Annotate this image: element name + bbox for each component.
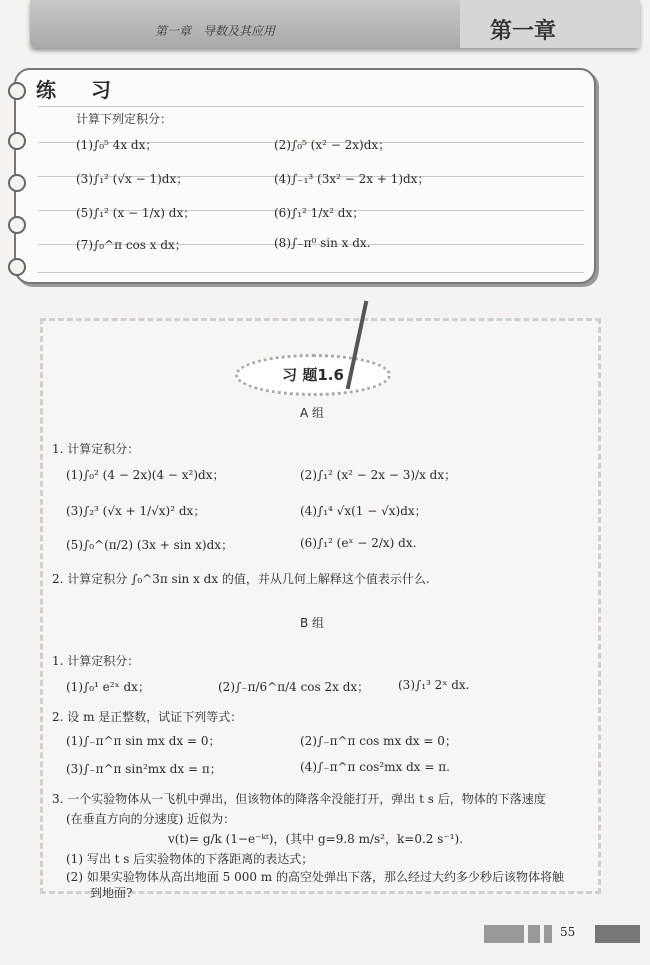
practice-item: (6)∫₁² 1/x² dx； (274, 206, 365, 220)
question-item: (1) 写出 t s 后实验物体的下落距离的表达式； (66, 852, 314, 866)
question-item: (1)∫₀¹ e²ˣ dx； (66, 680, 150, 694)
practice-item: (3)∫₁² (√x − 1)dx； (76, 172, 189, 186)
group-b-label: B 组 (300, 616, 325, 630)
chapter-title: 第一章 导数及其应用 (155, 24, 276, 38)
question-item: (5)∫₀^(π/2) (3x + sin x)dx； (66, 538, 234, 552)
practice-item: (2)∫₀⁵ (x² − 2x)dx； (274, 138, 391, 152)
practice-item: (8)∫₋π⁰ sin x dx. (274, 236, 371, 250)
question: 2. 设 m 是正整数，试证下列等式： (52, 710, 243, 724)
question: 3. 一个实验物体从一飞机中弹出，但该物体的降落伞没能打开，弹出 t s 后，物体的下落速度 (52, 792, 546, 806)
practice-item: (1)∫₀⁵ 4x dx； (76, 138, 158, 152)
question-item: (6)∫₁² (eˣ − 2/x) dx. (300, 536, 417, 550)
question-item: (2)∫₋π/6^π/4 cos 2x dx； (218, 680, 370, 694)
question-item: (4)∫₁⁴ √x(1 − √x)dx； (300, 504, 427, 518)
practice-item: (4)∫₋₁³ (3x² − 2x + 1)dx； (274, 172, 430, 186)
question: 1. 计算定积分： (52, 442, 140, 456)
question-item: (3)∫₁³ 2ˣ dx. (398, 678, 470, 692)
question-item: (2) 如果实验物体从高出地面 5 000 m 的高空处弹出下落，那么经过大约多少秒后该物体将触 (66, 870, 564, 884)
footer-bar (595, 925, 640, 943)
practice-prompt: 计算下列定积分： (76, 112, 173, 126)
page-number: 55 (560, 925, 576, 939)
practice-box (14, 68, 596, 284)
question-text: 到地面? (90, 886, 133, 900)
question-item: (4)∫₋π^π cos²mx dx = π. (300, 760, 450, 774)
question-item: (1)∫₋π^π sin mx dx = 0； (66, 734, 221, 748)
footer-bar (484, 925, 524, 943)
question-item: (2)∫₁² (x² − 2x − 3)/x dx； (300, 468, 457, 482)
question-item: (3)∫₋π^π sin²mx dx = π； (66, 762, 222, 776)
practice-title: 练 习 (36, 78, 125, 102)
question-text: (在垂直方向的分速度) 近似为： (66, 812, 236, 826)
question: 2. 计算定积分 ∫₀^3π sin x dx 的值，并从几何上解释这个值表示什么. (52, 572, 430, 586)
question-item: (2)∫₋π^π cos mx dx = 0； (300, 734, 457, 748)
question-item: (1)∫₀² (4 − 2x)(4 − x²)dx； (66, 468, 225, 482)
binder-ring-icon (8, 82, 26, 100)
binder-ring-icon (8, 258, 26, 276)
practice-item: (5)∫₁² (x − 1/x) dx； (76, 206, 196, 220)
binder-ring-icon (8, 174, 26, 192)
group-a-label: A 组 (300, 406, 325, 420)
chapter-tab: 第一章 (490, 19, 557, 44)
formula: v(t)= g/k (1−e⁻ᵏᵗ)，(其中 g=9.8 m/s²，k=0.2 s⁻¹). (168, 832, 464, 846)
question-item: (3)∫₂³ (√x + 1/√x)² dx； (66, 504, 206, 518)
binder-ring-icon (8, 132, 26, 150)
exercise-title: 习 题1.6 (235, 354, 391, 396)
question: 1. 计算定积分： (52, 654, 140, 668)
practice-item: (7)∫₀^π cos x dx； (76, 238, 187, 252)
binder-ring-icon (8, 216, 26, 234)
